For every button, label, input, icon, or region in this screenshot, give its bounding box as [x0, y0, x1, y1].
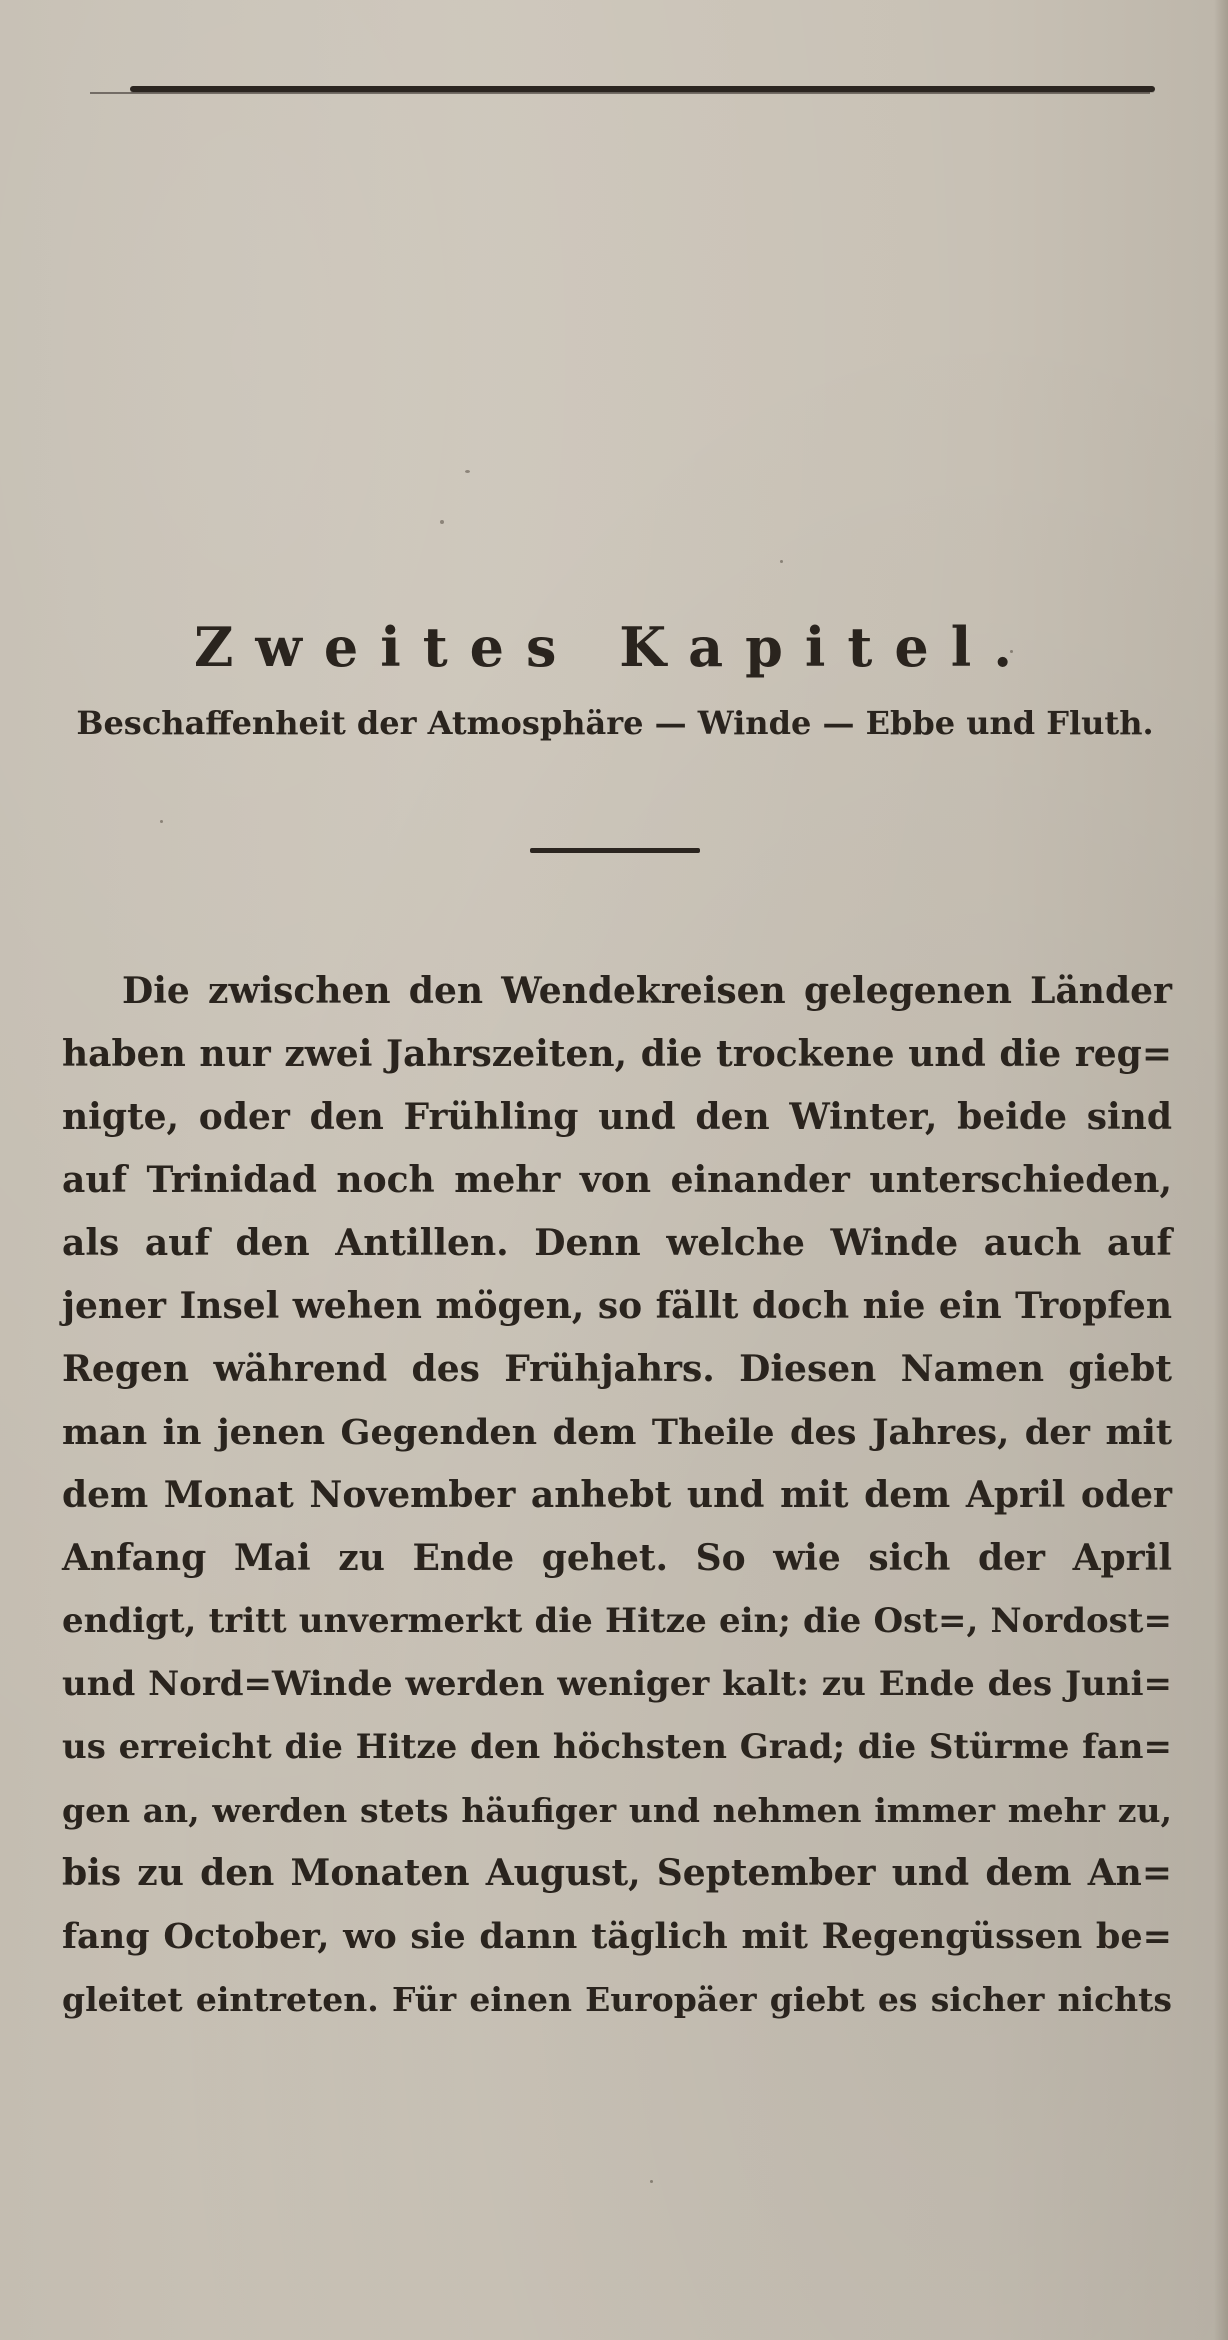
paper-speck — [160, 820, 163, 823]
text-line: Regen während des Frühjahrs. Diesen Namen giebt — [62, 1348, 1172, 1390]
text-line: auf Trinidad noch mehr von einander unterschieden, — [62, 1159, 1172, 1201]
page-edge-shadow — [1214, 0, 1228, 2340]
text-line: gen an, werden stets häufiger und nehmen immer mehr zu, — [62, 1791, 1172, 1830]
text-line: us erreicht die Hitze den höchsten Grad; die Stürme fan= — [62, 1727, 1172, 1767]
text-line: als auf den Antillen. Denn welche Winde auch auf — [62, 1222, 1172, 1264]
text-line: jener Insel wehen mögen, so fällt doch nie ein Tropfen — [62, 1285, 1172, 1327]
chapter-title: Zweites Kapitel. — [193, 615, 1035, 679]
text-line: und Nord=Winde werden weniger kalt: zu Ende des Juni= — [62, 1664, 1172, 1704]
chapter-subtitle: Beschaffenheit der Atmosphäre — Winde — Ebbe und Fluth. — [76, 704, 1154, 742]
text-line: Anfang Mai zu Ende gehet. So wie sich der April — [62, 1537, 1172, 1579]
top-rule-underline — [90, 92, 1150, 94]
section-divider — [530, 848, 700, 853]
text-line: bis zu den Monaten August, September und dem An= — [62, 1852, 1172, 1894]
paper-speck — [465, 470, 470, 473]
text-line: Die zwischen den Wendekreisen gelegenen Länder — [122, 970, 1172, 1012]
body-paragraph — [62, 960, 1172, 2031]
text-line: fang October, wo sie dann täglich mit Regengüssen be= — [62, 1916, 1172, 1957]
text-line: haben nur zwei Jahrszeiten, die trockene und die reg= — [62, 1033, 1172, 1075]
paper-speck — [780, 560, 783, 563]
text-line: nigte, oder den Frühling und den Winter, beide sind — [62, 1096, 1172, 1138]
text-line: man in jenen Gegenden dem Theile des Jahres, der mit — [62, 1412, 1172, 1453]
text-line: dem Monat November anhebt und mit dem April oder — [62, 1474, 1172, 1516]
text-line: endigt, tritt unvermerkt die Hitze ein; die Ost=, Nordost= — [62, 1601, 1172, 1641]
paper-speck — [440, 520, 444, 524]
paper-speck — [650, 2180, 653, 2183]
text-line: gleitet eintreten. Für einen Europäer giebt es sicher nichts — [62, 1980, 1172, 2019]
